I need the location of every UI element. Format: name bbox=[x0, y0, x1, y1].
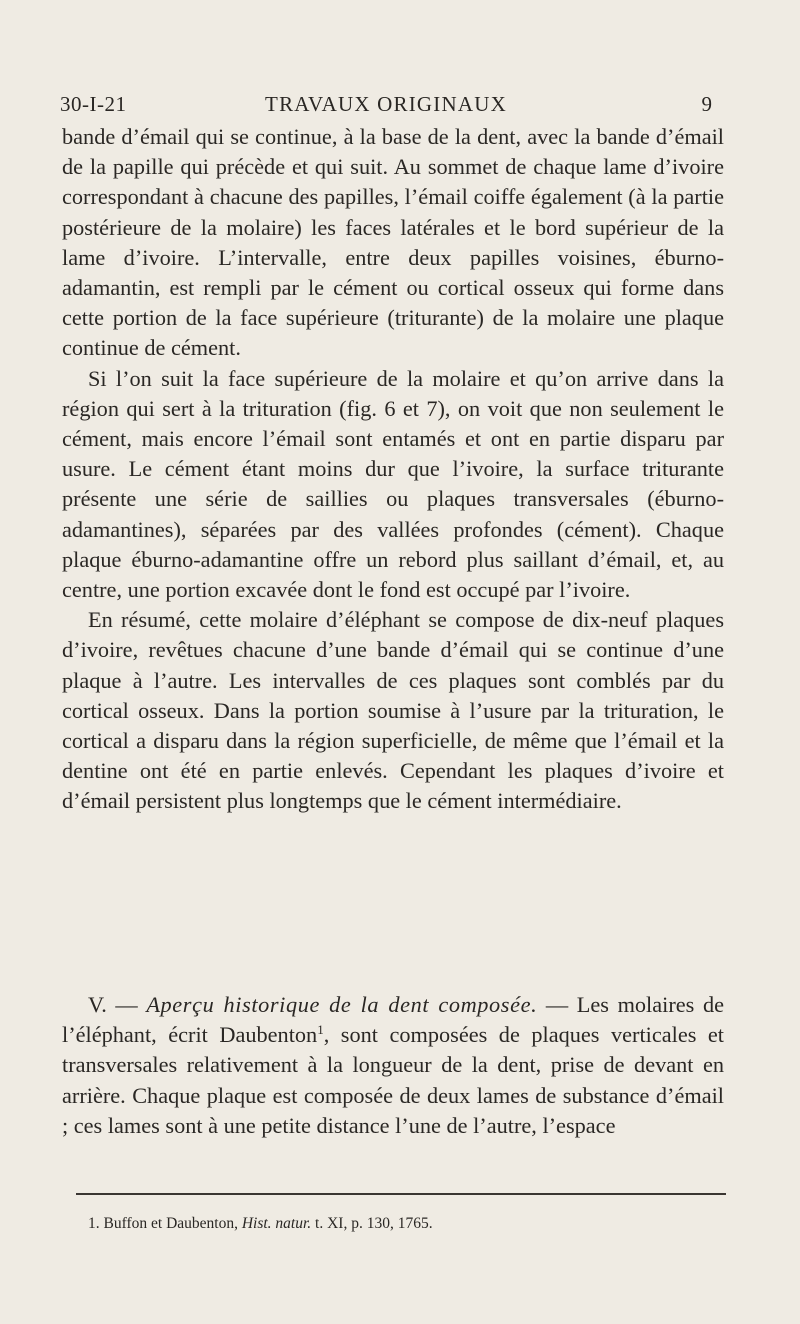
paragraph-summary: En résumé, cette molaire d’éléphant se compose de dix-neuf plaques d’ivoire, revêtues chacune d’une bande d’émail qui se continue d’une plaque à l’autre. Les intervalles de ces plaques sont comblés par du cortical osseux. Dans la portion soumise à l’usure par la trituration, le cortical a disparu dans la région superficielle, de même que l’émail et la dentine ont été en partie enlevés. Cependant les plaques d’ivoire et d’émail persistent plus longtemps que le cément intermédiaire. bbox=[62, 607, 724, 814]
paragraph-trituration: Si l’on suit la face supérieure de la molaire et qu’on arrive dans la région qui sert à la trituration (fig. 6 et 7), on voit que non seulement le cément, mais encore l’émail sont entamés et ont en partie disparu par usure. Le cément étant moins dur que l’ivoire, la surface triturante présente une série de saillies ou plaques transversales (éburno-adamantines), séparées par des vallées profondes (cément). Chaque plaque éburno-adamantine offre un rebord plus saillant d’émail, et, au centre, une portion excavée dont le fond est occupé par l’ivoire. bbox=[62, 365, 724, 603]
running-header bbox=[60, 92, 712, 120]
section-v bbox=[62, 990, 724, 1141]
footnote-reference: 1 bbox=[317, 1022, 324, 1038]
section-title: Aperçu historique de la dent composée. bbox=[146, 992, 538, 1017]
section-text-start: — Les molaires de l’éléphant, écrit Daubenton bbox=[62, 992, 724, 1048]
page-number: 9 bbox=[701, 92, 712, 116]
footnote-separator bbox=[76, 1193, 726, 1195]
section-v-paragraph bbox=[62, 990, 724, 1141]
section-number: V. — bbox=[88, 992, 147, 1017]
footnote-work: Hist. natur. bbox=[241, 1215, 312, 1232]
body-text bbox=[62, 122, 724, 817]
footnote-authors: Buffon et Daubenton, bbox=[103, 1215, 238, 1232]
header-title: TRAVAUX ORIGINAUX bbox=[265, 92, 507, 116]
footnote bbox=[88, 1214, 728, 1234]
footnote-number: 1. bbox=[88, 1215, 100, 1232]
section-text-continued: , sont composées de plaques verticales et transversales relativement à la longueur de la dent, prise de devant en arrière. Chaque plaque est composée de deux lames de substance d’émail ; ces lames sont à une petite distance l’une de l’autre, l’espace bbox=[62, 1022, 724, 1138]
header-date-code: 30-I-21 bbox=[60, 92, 127, 116]
footnote-reference-detail: t. XI, p. 130, 1765. bbox=[315, 1215, 433, 1232]
paragraph-continued: bande d’émail qui se continue, à la base de la dent, avec la bande d’émail de la papille qui précède et qui suit. Au sommet de chaque lame d’ivoire correspondant à chacune des papilles, l’émail coiffe également (à la partie postérieure de la molaire) les faces latérales et le bord supérieur de la lame d’ivoire. L’intervalle, entre deux papilles voisines, éburno-adamantin, est rempli par le cément ou cortical osseux qui forme dans cette portion de la face supérieure (triturante) de la molaire une plaque continue de cément. bbox=[62, 124, 724, 361]
